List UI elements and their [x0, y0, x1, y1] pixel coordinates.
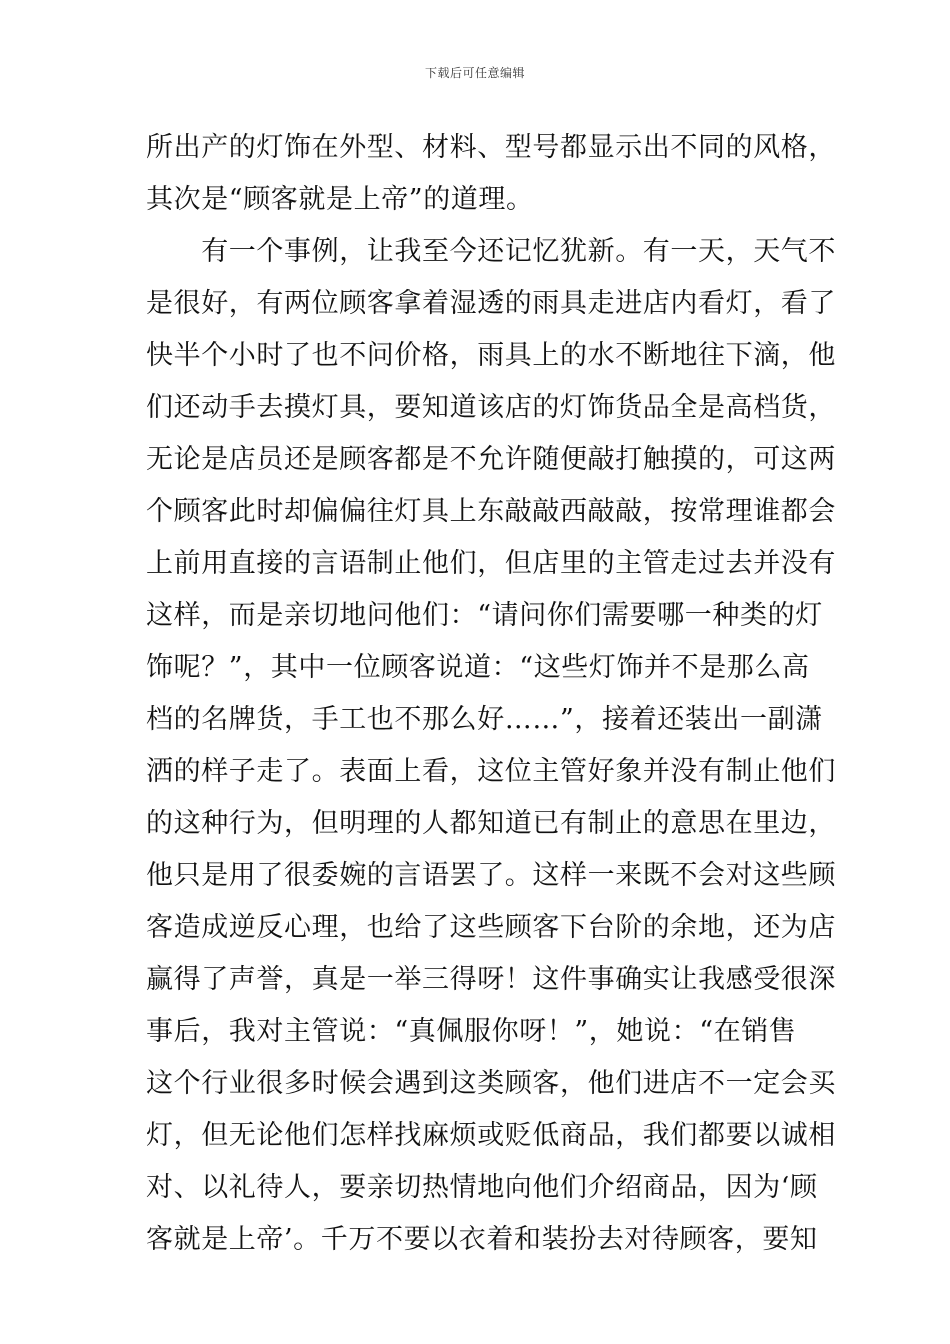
text-line: 这个行业很多时候会遇到这类顾客，他们进店不一定会买	[146, 1068, 836, 1099]
text-line: 这样，而是亲切地问他们：“请问你们需要哪一种类的灯	[146, 600, 823, 631]
text-line: 事后，我对主管说：“真佩服你呀！”，她说：“在销售	[146, 1016, 797, 1047]
text-line: 洒的样子走了。表面上看，这位主管好象并没有制止他们	[146, 756, 836, 787]
text-line: 们还动手去摸灯具，要知道该店的灯饰货品全是高档货，	[146, 392, 836, 423]
text-line: 快半个小时了也不问价格，雨具上的水不断地往下滴，他	[146, 340, 836, 371]
text-line: 客造成逆反心理，也给了这些顾客下台阶的余地，还为店	[146, 912, 836, 943]
text-line: 赢得了声誉，真是一举三得呀！这件事确实让我感受很深	[146, 964, 836, 995]
text-line: 上前用直接的言语制止他们，但店里的主管走过去并没有	[146, 548, 836, 579]
text-line: 其次是“顾客就是上帝”的道理。	[146, 184, 534, 215]
text-line: 档的名牌货，手工也不那么好……”，接着还装出一副潇	[146, 704, 823, 735]
document-body	[146, 122, 836, 1266]
text-line: 所出产的灯饰在外型、材料、型号都显示出不同的风格，	[146, 132, 836, 163]
text-line: 的这种行为，但明理的人都知道已有制止的意思在里边，	[146, 808, 836, 839]
text-line: 他只是用了很委婉的言语罢了。这样一来既不会对这些顾	[146, 860, 836, 891]
text-line: 饰呢？”，其中一位顾客说道：“这些灯饰并不是那么高	[146, 652, 810, 683]
text-line: 是很好，有两位顾客拿着湿透的雨具走进店内看灯，看了	[146, 288, 836, 319]
text-line: 对、以礼待人，要亲切热情地向他们介绍商品，因为‘顾	[146, 1172, 818, 1203]
text-line: 灯，但无论他们怎样找麻烦或贬低商品，我们都要以诚相	[146, 1120, 836, 1151]
page-header-note: 下载后可任意编辑	[424, 66, 525, 80]
text-line: 个顾客此时却偏偏往灯具上东敲敲西敲敲，按常理谁都会	[146, 496, 836, 527]
text-line: 客就是上帝’。千万不要以衣着和装扮去对待顾客，要知	[146, 1224, 818, 1255]
text-line: 有一个事例，让我至今还记忆犹新。有一天，天气不	[146, 236, 836, 267]
text-line: 无论是店员还是顾客都是不允许随便敲打触摸的，可这两	[146, 444, 836, 475]
